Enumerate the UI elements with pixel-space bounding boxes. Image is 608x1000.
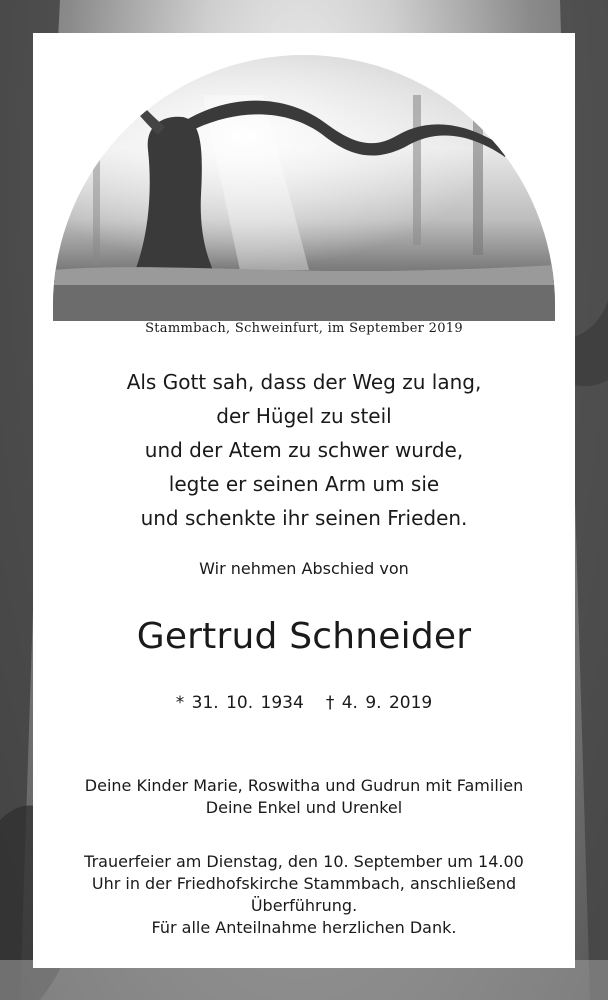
- service-details: [33, 851, 575, 939]
- poem-line: der Hügel zu steil: [216, 404, 392, 428]
- birth-date: * 31. 10. 1934: [175, 693, 304, 713]
- farewell-intro: Wir nehmen Abschied von: [199, 559, 409, 578]
- poem-line: und schenkte ihr seinen Frieden.: [140, 506, 468, 530]
- service-line: Überführung.: [250, 896, 358, 915]
- death-date: † 4. 9. 2019: [325, 693, 433, 713]
- family-mourners: [33, 775, 575, 819]
- place-date-line: Stammbach, Schweinfurt, im September 2019: [145, 321, 463, 336]
- family-line: Deine Enkel und Urenkel: [205, 798, 403, 817]
- header-photo: [53, 55, 555, 321]
- deceased-name: Gertrud Schneider: [136, 616, 472, 657]
- poem-line: legte er seinen Arm um sie: [168, 472, 440, 496]
- obituary-card: [33, 33, 575, 968]
- poem-line: und der Atem zu schwer wurde,: [144, 438, 464, 462]
- life-dates: [33, 693, 575, 713]
- service-line: Für alle Anteilnahme herzlichen Dank.: [151, 918, 457, 937]
- tree-photo-illustration: [53, 55, 555, 321]
- service-line: Uhr in der Friedhofskirche Stammbach, anschließend: [91, 874, 517, 893]
- poem-line: Als Gott sah, dass der Weg zu lang,: [126, 370, 482, 394]
- service-line: Trauerfeier am Dienstag, den 10. September um 14.00: [84, 852, 524, 871]
- family-line: Deine Kinder Marie, Roswitha und Gudrun mit Familien: [84, 776, 524, 795]
- poem: [33, 365, 575, 535]
